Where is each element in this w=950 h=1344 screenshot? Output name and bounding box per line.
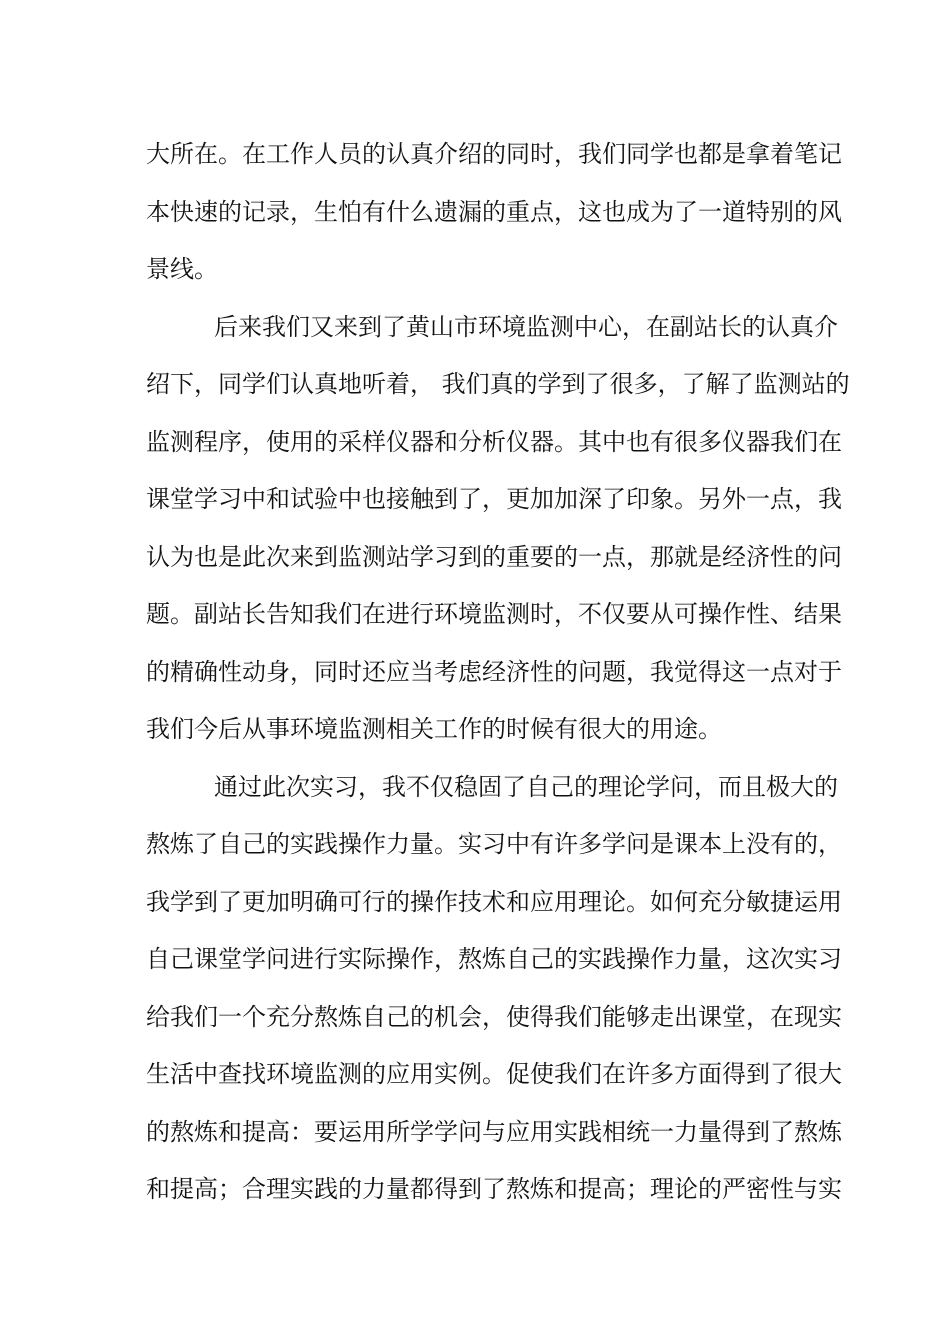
paragraph-start-line: 通过此次实习，我不仅稳固了自己的理论学问，而且极大的 bbox=[214, 772, 838, 801]
text-line: 大所在。在工作人员的认真介绍的同时，我们同学也都是拿着笔记 bbox=[146, 140, 842, 168]
text-line: 和提高；合理实践的力量都得到了熬炼和提高；理论的严密性与实 bbox=[146, 1175, 842, 1203]
text-line: 我们今后从事环境监测相关工作的时候有很大的用途。 bbox=[146, 715, 722, 743]
text-line: 本快速的记录，生怕有什么遗漏的重点，这也成为了一道特别的风 bbox=[146, 197, 842, 226]
document-body bbox=[146, 126, 850, 1219]
text-line: 绍下，同学们认真地听着， 我们真的学到了很多，了解了监测站的 bbox=[146, 370, 850, 398]
text-line: 的精确性动身，同时还应当考虑经济性的问题，我觉得这一点对于 bbox=[146, 657, 842, 686]
paragraph-start-line: 后来我们又来到了黄山市环境监测中心，在副站长的认真介 bbox=[214, 312, 838, 341]
text-line: 生活中查找环境监测的应用实例。促使我们在许多方面得到了很大 bbox=[146, 1060, 842, 1088]
text-line: 熬炼了自己的实践操作力量。实习中有许多学问是课本上没有的， bbox=[146, 830, 842, 858]
text-line: 自己课堂学问进行实际操作，熬炼自己的实践操作力量，这次实习 bbox=[146, 945, 842, 973]
text-line: 监测程序，使用的采样仪器和分析仪器。其中也有很多仪器我们在 bbox=[146, 427, 842, 456]
text-line: 景线。 bbox=[146, 255, 218, 283]
text-line: 课堂学习中和试验中也接触到了，更加加深了印象。另外一点，我 bbox=[146, 485, 842, 513]
text-line: 的熬炼和提高：要运用所学学问与应用实践相统一力量得到了熬炼 bbox=[146, 1117, 842, 1146]
text-line: 认为也是此次来到监测站学习到的重要的一点，那就是经济性的问 bbox=[146, 542, 842, 571]
text-line: 题。副站长告知我们在进行环境监测时，不仅要从可操作性、结果 bbox=[146, 600, 842, 628]
text-line: 给我们一个充分熬炼自己的机会，使得我们能够走出课堂，在现实 bbox=[146, 1002, 842, 1031]
text-line: 我学到了更加明确可行的操作技术和应用理论。如何充分敏捷运用 bbox=[146, 887, 842, 916]
